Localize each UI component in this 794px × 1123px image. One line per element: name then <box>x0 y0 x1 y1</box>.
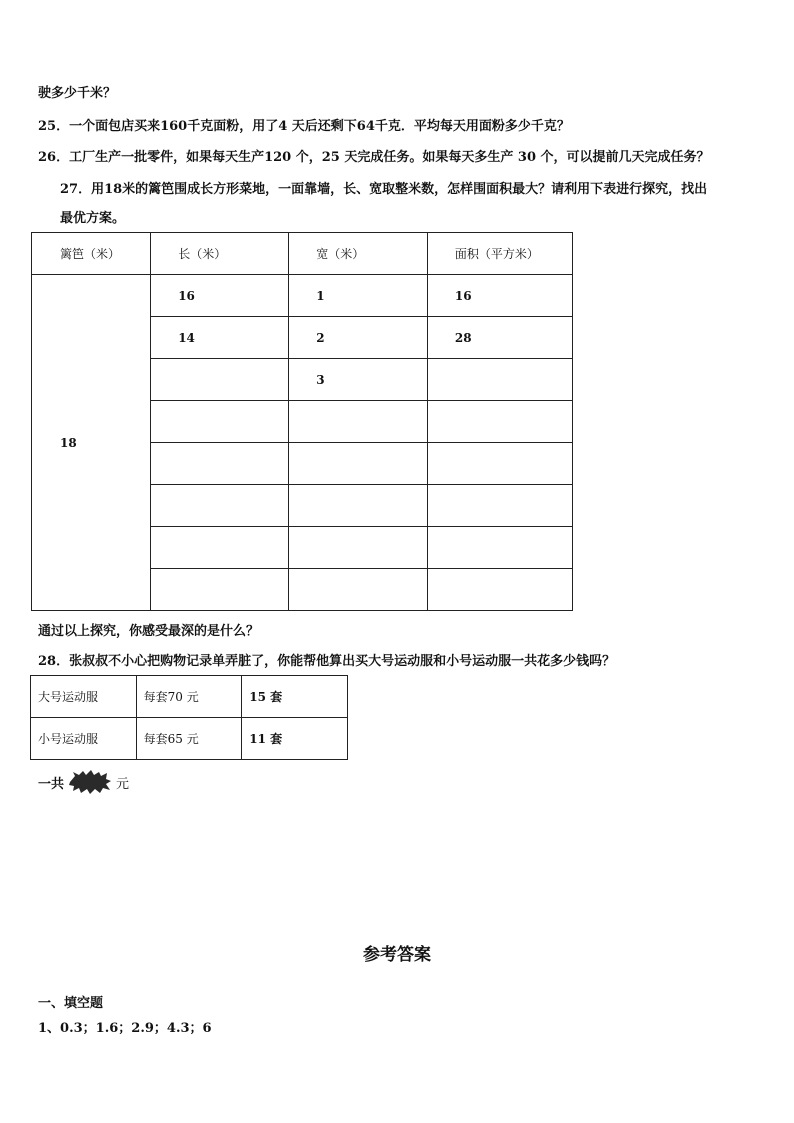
reflection-question: 通过以上探究，你感受最深的是什么？ <box>38 624 260 639</box>
length-cell <box>151 443 289 485</box>
item-name-cell: 小号运动服 <box>31 718 137 760</box>
length-cell <box>151 485 289 527</box>
area-cell <box>427 359 572 401</box>
question-26: 26．工厂生产一批零件，如果每天生产120 个，25 天完成任务。如果每天多生产 30 个，可以提前几天完成任务？ <box>38 150 710 165</box>
length-cell <box>151 359 289 401</box>
purchase-record-table <box>30 675 348 760</box>
header-length: 长（米） <box>151 233 289 275</box>
width-cell: 2 <box>289 317 428 359</box>
width-cell <box>289 569 428 611</box>
length-cell <box>151 569 289 611</box>
answer-item-1: 1、0.3；1.6；2.9；4.3；6 <box>38 1021 212 1036</box>
area-cell <box>427 569 572 611</box>
question-25: 25．一个面包店买来160千克面粉，用了4 天后还剩下64千克．平均每天用面粉多少千克？ <box>38 119 570 134</box>
quantity-cell: 11 套 <box>242 718 348 760</box>
unit-price-cell: 每套70 元 <box>136 676 242 718</box>
fence-length-cell: 18 <box>32 275 151 611</box>
area-cell: 16 <box>427 275 572 317</box>
item-name-cell: 大号运动服 <box>31 676 137 718</box>
length-cell <box>151 527 289 569</box>
question-28: 28．张叔叔不小心把购物记录单弄脏了，你能帮他算出买大号运动服和小号运动服一共花多少钱吗？ <box>38 654 616 669</box>
area-cell <box>427 527 572 569</box>
length-cell: 16 <box>151 275 289 317</box>
width-cell: 1 <box>289 275 428 317</box>
question-27-line2: 最优方案。 <box>60 211 126 226</box>
question-27-line1: 27．用18米的篱笆围成长方形菜地，一面靠墙，长、宽取整米数，怎样围面积最大？请利用下表进行探究，找出 <box>60 182 708 197</box>
table-header-row <box>32 233 573 275</box>
width-cell <box>289 485 428 527</box>
length-cell <box>151 401 289 443</box>
length-cell: 14 <box>151 317 289 359</box>
answer-key-title: 参考答案 <box>363 945 431 965</box>
area-cell <box>427 401 572 443</box>
width-cell <box>289 527 428 569</box>
total-line <box>38 770 129 794</box>
width-cell: 3 <box>289 359 428 401</box>
total-unit: 元 <box>116 776 130 792</box>
width-cell <box>289 401 428 443</box>
table-row <box>31 676 348 718</box>
header-area: 面积（平方米） <box>427 233 572 275</box>
fence-exploration-table <box>31 232 573 611</box>
quantity-cell: 15 套 <box>242 676 348 718</box>
table-row <box>32 275 573 317</box>
total-prefix: 一共 <box>38 776 65 792</box>
ink-smudge-icon <box>68 770 112 794</box>
area-cell: 28 <box>427 317 572 359</box>
table-row <box>31 718 348 760</box>
header-fence: 篱笆（米） <box>32 233 151 275</box>
area-cell <box>427 485 572 527</box>
width-cell <box>289 443 428 485</box>
unit-price-cell: 每套65 元 <box>136 718 242 760</box>
q24-continuation: 驶多少千米？ <box>38 86 117 101</box>
section-heading: 一、填空题 <box>38 996 104 1011</box>
area-cell <box>427 443 572 485</box>
header-width: 宽（米） <box>289 233 428 275</box>
